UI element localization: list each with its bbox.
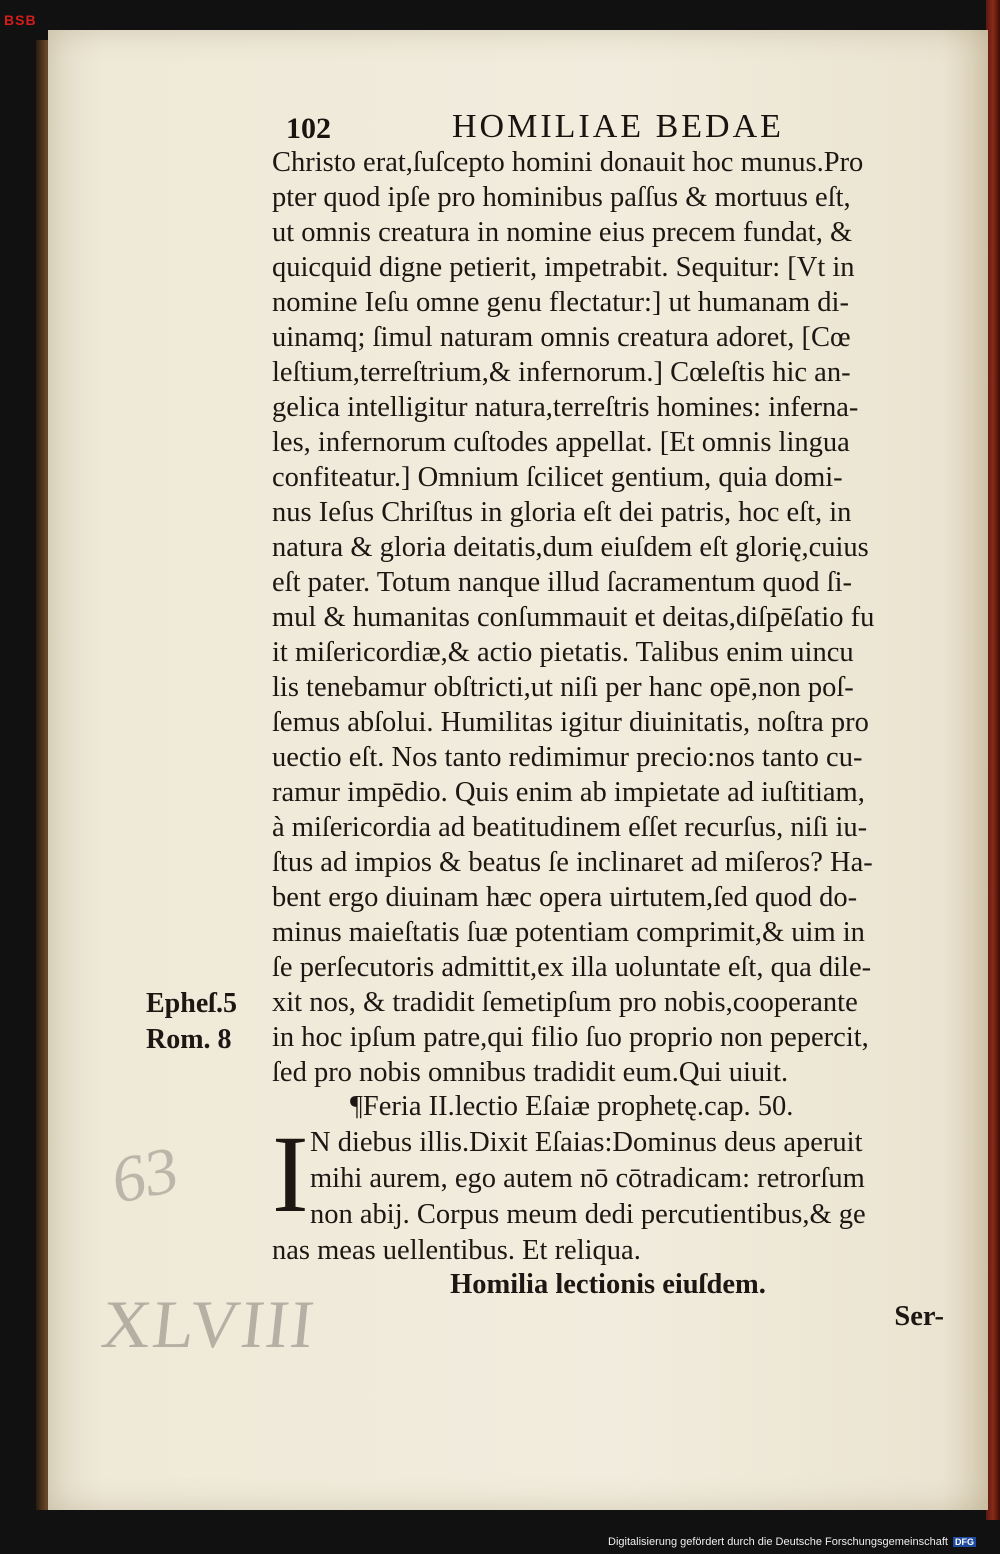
reading-line: N diebus illis.Dixit Eſaias:Dominus deus aperuit (310, 1127, 863, 1158)
handwritten-roman-numeral: XLVIII (98, 1286, 320, 1362)
homily-heading: Homilia lectionis eiuſdem. (450, 1269, 766, 1300)
text-line: les, infernorum cuſtodes appellat. [Et omnis lingua (272, 427, 850, 458)
text-line: ſemus abſolui. Humilitas igitur diuinitatis, noſtra pro (272, 707, 869, 738)
reading-line: non abij. Corpus meum dedi percutientibus,& ge (310, 1199, 866, 1230)
page-header (286, 108, 946, 148)
margin-note-ephes: Epheſ.5 (146, 988, 238, 1019)
handwritten-folio-number: 63 (105, 1132, 185, 1219)
text-line: bent ergo diuinam hæc opera uirtutem,ſed quod do- (272, 882, 858, 913)
section-heading: ¶Feria II.lectio Eſaiæ prophetę.cap. 50. (350, 1091, 794, 1122)
page-number: 102 (286, 112, 331, 145)
text-line: pter quod ipſe pro hominibus paſſus & mortuus eſt, (272, 182, 851, 213)
text-line: confiteatur.] Omnium ſcilicet gentium, quia domi- (272, 462, 843, 493)
footer (608, 1536, 976, 1548)
text-line: ut omnis creatura in nomine eius precem fundat, & (272, 217, 853, 248)
margin-note-rom: Rom. 8 (146, 1024, 232, 1055)
dfg-logo: DFG (955, 1537, 975, 1547)
text-line: lis tenebamur obſtricti,ut niſi per hanc opē,non poſ- (272, 672, 854, 703)
text-line: in hoc ipſum patre,qui filio ſuo proprio non pepercit, (272, 1022, 869, 1053)
text-line: it miſericordiæ,& actio pietatis. Talibus enim uincu (272, 637, 854, 668)
text-line: ſtus ad impios & beatus ſe inclinaret ad miſeros? Ha- (272, 847, 873, 878)
text-line: natura & gloria deitatis,dum eiuſdem eſt glorię,cuius (272, 532, 869, 563)
catchword: Ser- (894, 1301, 944, 1332)
text-line: ſe perſecutoris admittit,ex illa uoluntate eſt, qua dile- (272, 952, 872, 983)
text-line: uectio eſt. Nos tanto redimimur precio:nos tanto cu- (272, 742, 863, 773)
text-line: minus maieſtatis ſuæ potentiam comprimit,& uim in (272, 917, 865, 948)
text-line: eſt pater. Totum nanque illud ſacramentum quod ſi- (272, 567, 853, 598)
text-line: Christo erat,ſuſcepto homini donauit hoc munus.Pro (272, 147, 864, 178)
text-line: ſed pro nobis omnibus tradidit eum.Qui uiuit. (272, 1057, 789, 1088)
footer-text: Digitalisierung gefördert durch die Deutsche Forschungsgemeinschaft (608, 1536, 948, 1548)
text-line: uinamq; ſimul naturam omnis creatura adoret, [Cœ (272, 322, 851, 353)
reading-line: mihi aurem, ego autem nō cōtradicam: retrorſum (310, 1163, 865, 1194)
text-line: quicquid digne petierit, impetrabit. Sequitur: [Vt in (272, 252, 855, 283)
text-line: mul & humanitas conſummauit et deitas,diſpēſatio fu (272, 602, 875, 633)
library-badge: BSB (4, 12, 37, 28)
text-line: nus Ieſus Chriſtus in gloria eſt dei patris, hoc eſt, in (272, 497, 852, 528)
text-line: xit nos, & tradidit ſemetipſum pro nobis,cooperante (272, 987, 858, 1018)
running-title: HOMILIAE BEDAE (452, 108, 784, 145)
reading-line: nas meas uellentibus. Et reliqua. (272, 1235, 641, 1266)
text-line: ramur impēdio. Quis enim ab impietate ad iuſtitiam, (272, 777, 865, 808)
text-line: à miſericordia ad beatitudinem eſſet recurſus, niſi iu- (272, 812, 868, 843)
text-line: gelica intelligitur natura,terreſtris homines: inferna- (272, 392, 859, 423)
text-line: leſtium,terreſtrium,& infernorum.] Cœleſtis hic an- (272, 357, 851, 388)
text-line: nomine Ieſu omne genu flectatur:] ut humanam di- (272, 287, 849, 318)
cover-edge (986, 0, 1000, 1520)
drop-cap: I (272, 1113, 309, 1235)
